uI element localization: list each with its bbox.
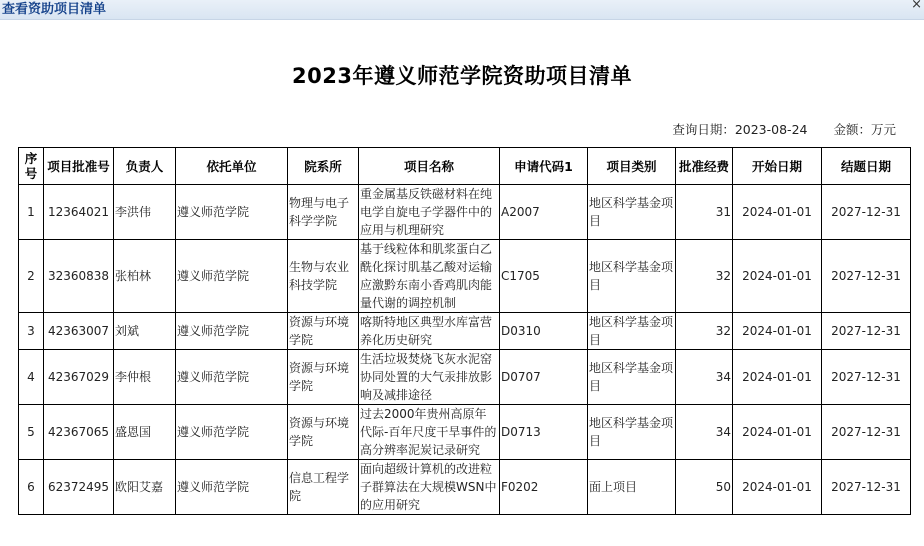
project-category: 地区科学基金项目 [588,350,676,405]
project-category: 面上项目 [588,460,676,515]
query-date-value: 2023-08-24 [734,122,808,137]
approval-number: 12364021 [44,185,114,240]
header-cell: 序号 [19,148,44,185]
principal: 刘斌 [114,313,176,350]
institution: 遵义师范学院 [176,405,288,460]
approved-funding: 31 [676,185,733,240]
project-name: 面向超级计算机的改进粒子群算法在大规模WSN中的应用研究 [359,460,500,515]
department: 资源与环境学院 [288,313,359,350]
table-row [19,313,911,350]
header-cell: 项目名称 [359,148,500,185]
table-row [19,185,911,240]
project-name: 基于线粒体和肌浆蛋白乙酰化探讨肌基乙酸对运输应激黔东南小香鸡肌肉能量代谢的调控机制 [359,240,500,313]
project-table [18,147,911,515]
close-icon[interactable]: × [911,0,922,12]
department: 生物与农业科技学院 [288,240,359,313]
approval-number: 32360838 [44,240,114,313]
principal: 盛恩国 [114,405,176,460]
row-index: 5 [19,405,44,460]
approved-funding: 32 [676,313,733,350]
end-date: 2027-12-31 [822,405,911,460]
header-cell: 负责人 [114,148,176,185]
project-category: 地区科学基金项目 [588,313,676,350]
project-category: 地区科学基金项目 [588,240,676,313]
header-cell: 批准经费 [676,148,733,185]
approved-funding: 50 [676,460,733,515]
header-cell: 项目类别 [588,148,676,185]
query-date-label: 查询日期： [672,122,735,137]
row-index: 6 [19,460,44,515]
principal: 张柏林 [114,240,176,313]
start-date: 2024-01-01 [733,350,822,405]
window-titlebar [0,0,924,20]
row-index: 1 [19,185,44,240]
table-row [19,460,911,515]
table-header-row [19,148,911,185]
department: 物理与电子科学学院 [288,185,359,240]
approval-number: 42367029 [44,350,114,405]
table-row [19,405,911,460]
department: 信息工程学院 [288,460,359,515]
application-code: D0707 [500,350,588,405]
application-code: D0713 [500,405,588,460]
department: 资源与环境学院 [288,405,359,460]
header-cell: 开始日期 [733,148,822,185]
header-cell: 依托单位 [176,148,288,185]
principal: 欧阳艾嘉 [114,460,176,515]
project-name: 重金属基反铁磁材料在纯电学自旋电子学器件中的应用与机理研究 [359,185,500,240]
approved-funding: 34 [676,350,733,405]
window-title: 查看资助项目清单 [2,2,107,17]
approval-number: 42363007 [44,313,114,350]
application-code: F0202 [500,460,588,515]
principal: 李仲根 [114,350,176,405]
approved-funding: 32 [676,240,733,313]
department: 资源与环境学院 [288,350,359,405]
header-cell: 项目批准号 [44,148,114,185]
project-name: 过去2000年贵州高原年代际-百年尺度干旱事件的高分辨率泥炭记录研究 [359,405,500,460]
query-meta [672,120,896,138]
application-code: C1705 [500,240,588,313]
end-date: 2027-12-31 [822,313,911,350]
header-cell: 院系所 [288,148,359,185]
end-date: 2027-12-31 [822,185,911,240]
end-date: 2027-12-31 [822,460,911,515]
institution: 遵义师范学院 [176,460,288,515]
end-date: 2027-12-31 [822,350,911,405]
institution: 遵义师范学院 [176,240,288,313]
institution: 遵义师范学院 [176,313,288,350]
start-date: 2024-01-01 [733,405,822,460]
approval-number: 62372495 [44,460,114,515]
approval-number: 42367065 [44,405,114,460]
table-row [19,350,911,405]
row-index: 2 [19,240,44,313]
institution: 遵义师范学院 [176,350,288,405]
page-title: 2023年遵义师范学院资助项目清单 [292,64,632,88]
row-index: 3 [19,313,44,350]
project-category: 地区科学基金项目 [588,185,676,240]
table-row [19,240,911,313]
header-cell: 申请代码1 [500,148,588,185]
start-date: 2024-01-01 [733,460,822,515]
project-name: 喀斯特地区典型水库富营养化历史研究 [359,313,500,350]
amount-unit-label: 金额：万元 [833,122,896,137]
row-index: 4 [19,350,44,405]
start-date: 2024-01-01 [733,313,822,350]
header-cell: 结题日期 [822,148,911,185]
start-date: 2024-01-01 [733,185,822,240]
approved-funding: 34 [676,405,733,460]
institution: 遵义师范学院 [176,185,288,240]
end-date: 2027-12-31 [822,240,911,313]
principal: 李洪伟 [114,185,176,240]
project-name: 生活垃圾焚烧飞灰水泥窑协同处置的大气汞排放影响及减排途径 [359,350,500,405]
application-code: A2007 [500,185,588,240]
application-code: D0310 [500,313,588,350]
start-date: 2024-01-01 [733,240,822,313]
project-category: 地区科学基金项目 [588,405,676,460]
